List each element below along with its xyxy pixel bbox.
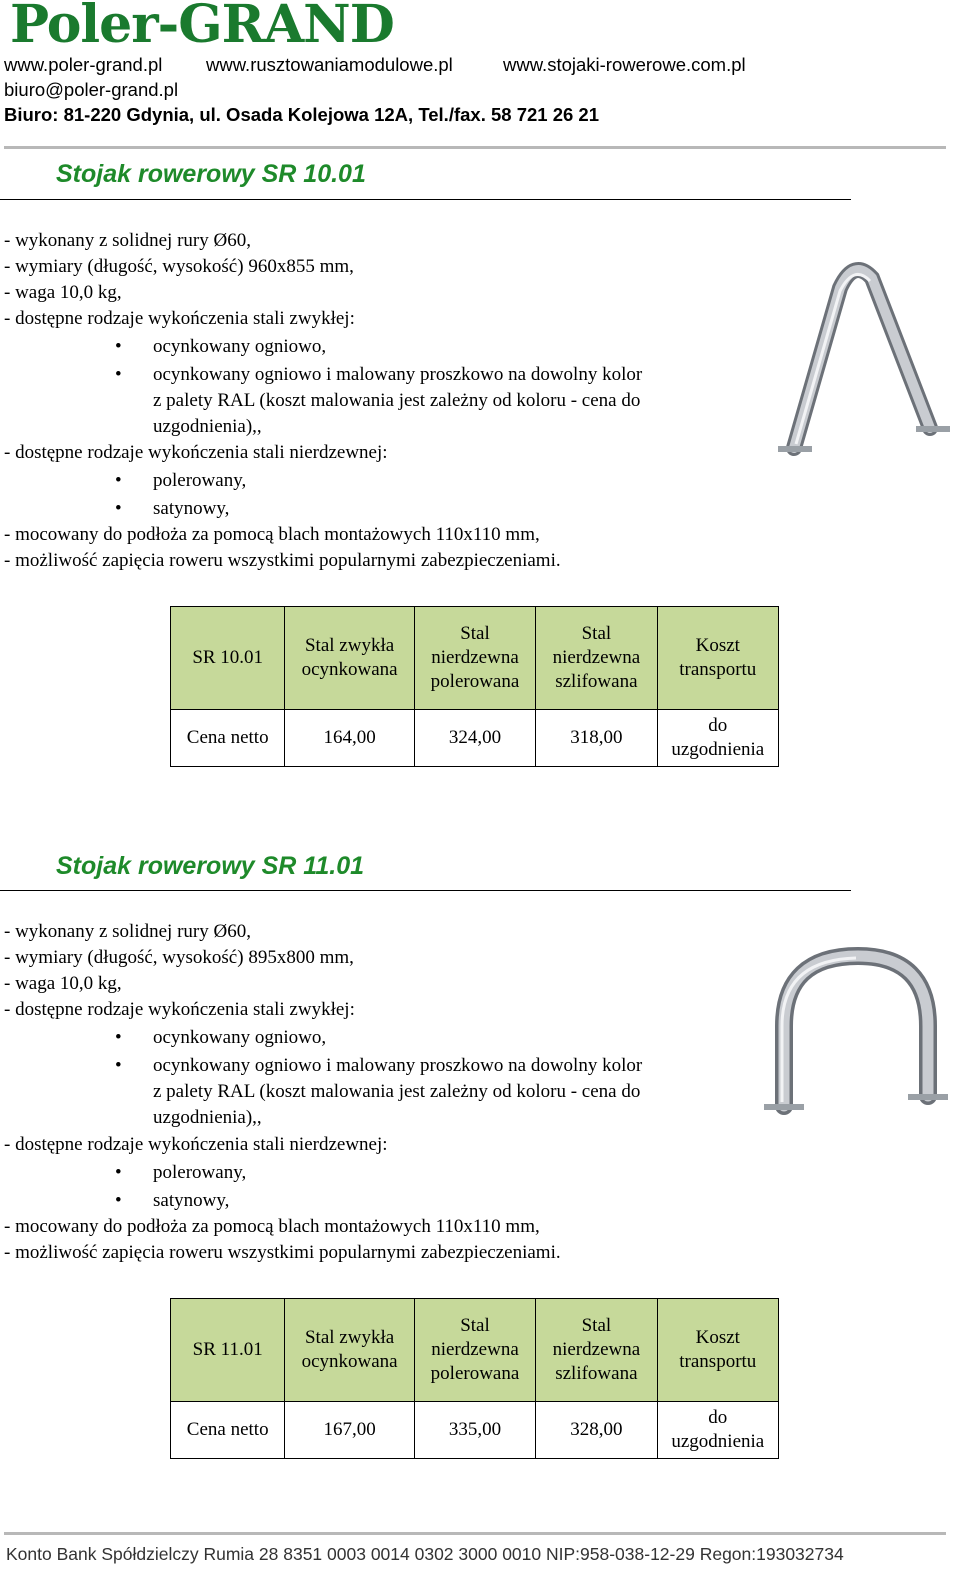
spec-line: - wykonany z solidnej rury Ø60,: [4, 921, 251, 942]
website-link-stojaki[interactable]: www.stojaki-rowerowe.com.pl: [503, 54, 746, 75]
price-cell: 167,00: [285, 1402, 414, 1459]
u-shaped-bike-rack-icon: [758, 946, 948, 1116]
column-header: Stal nierdzewna szlifowana: [536, 607, 657, 710]
title-underline: [0, 890, 851, 891]
spec-line: - dostępne rodzaje wykończenia stali zwykłej:: [4, 999, 355, 1020]
website-link-poler-grand[interactable]: www.poler-grand.pl: [4, 54, 163, 75]
bullet-item: polerowany,: [153, 1162, 247, 1183]
bullet-icon: •: [115, 1162, 122, 1183]
transport-cell: do uzgodnienia: [657, 1402, 778, 1459]
bullet-item: ocynkowany ogniowo i malowany proszkowo na dowolny kolor: [153, 364, 643, 385]
price-cell: 335,00: [414, 1402, 535, 1459]
a-shaped-bike-rack-icon: [772, 258, 952, 458]
bullet-item: ocynkowany ogniowo,: [153, 336, 327, 357]
bullet-item: satynowy,: [153, 1190, 230, 1211]
price-cell: 324,00: [414, 710, 535, 767]
price-cell: 164,00: [285, 710, 414, 767]
bullet-item-cont: z palety RAL (koszt malowania jest zależny od koloru - cena do: [153, 390, 641, 411]
column-header: Stal nierdzewna polerowana: [414, 607, 535, 710]
bullet-icon: •: [115, 336, 122, 357]
bullet-item-cont: uzgodnienia),,: [153, 416, 262, 437]
price-cell: 328,00: [536, 1402, 657, 1459]
bullet-item: polerowany,: [153, 470, 247, 491]
spec-line: - wykonany z solidnej rury Ø60,: [4, 230, 251, 251]
spec-line: - możliwość zapięcia roweru wszystkimi popularnymi zabezpieczeniami.: [4, 1242, 561, 1263]
column-header: Stal nierdzewna polerowana: [414, 1299, 535, 1402]
office-address: Biuro: 81-220 Gdynia, ul. Osada Kolejowa 12A, Tel./fax. 58 721 26 21: [4, 104, 599, 125]
row-label: Cena netto: [171, 1402, 285, 1459]
bullet-icon: •: [115, 1190, 122, 1211]
spec-line: - waga 10,0 kg,: [4, 282, 122, 303]
column-header: Stal zwykła ocynkowana: [285, 1299, 414, 1402]
spec-line: - mocowany do podłoża za pomocą blach montażowych 110x110 mm,: [4, 524, 540, 545]
bullet-icon: •: [115, 1055, 122, 1076]
spec-line: - wymiary (długość, wysokość) 895x800 mm,: [4, 947, 354, 968]
model-cell: SR 11.01: [171, 1299, 285, 1402]
spec-line: - możliwość zapięcia roweru wszystkimi popularnymi zabezpieczeniami.: [4, 550, 561, 571]
company-logo: Poler-GRAND: [10, 0, 394, 55]
column-header: Stal zwykła ocynkowana: [285, 607, 414, 710]
spec-line: - dostępne rodzaje wykończenia stali nierdzewnej:: [4, 442, 388, 463]
spec-line: - dostępne rodzaje wykończenia stali zwykłej:: [4, 308, 355, 329]
title-underline: [0, 199, 851, 200]
price-cell: 318,00: [536, 710, 657, 767]
bullet-icon: •: [115, 364, 122, 385]
website-link-rusztowania[interactable]: www.rusztowaniamodulowe.pl: [206, 54, 453, 75]
header-divider: [4, 146, 946, 149]
bullet-item-cont: uzgodnienia),,: [153, 1107, 262, 1128]
column-header: Koszt transportu: [657, 607, 778, 710]
product-title: Stojak rowerowy SR 11.01: [56, 852, 364, 880]
row-label: Cena netto: [171, 710, 285, 767]
spec-line: - mocowany do podłoża za pomocą blach montażowych 110x110 mm,: [4, 1216, 540, 1237]
product-title: Stojak rowerowy SR 10.01: [56, 160, 366, 188]
bank-details-footer: Konto Bank Spółdzielczy Rumia 28 8351 0003 0014 0302 3000 0010 NIP:958-038-12-29 Regon:193032734: [6, 1544, 844, 1564]
spec-line: - wymiary (długość, wysokość) 960x855 mm,: [4, 256, 354, 277]
transport-cell: do uzgodnienia: [657, 710, 778, 767]
price-table: [170, 1298, 779, 1459]
footer-divider: [4, 1532, 946, 1535]
bullet-item: ocynkowany ogniowo,: [153, 1027, 327, 1048]
bullet-item-cont: z palety RAL (koszt malowania jest zależny od koloru - cena do: [153, 1081, 641, 1102]
column-header: Stal nierdzewna szlifowana: [536, 1299, 657, 1402]
model-cell: SR 10.01: [171, 607, 285, 710]
spec-line: - dostępne rodzaje wykończenia stali nierdzewnej:: [4, 1134, 388, 1155]
price-table: [170, 606, 779, 767]
bullet-item: ocynkowany ogniowo i malowany proszkowo na dowolny kolor: [153, 1055, 643, 1076]
bullet-icon: •: [115, 498, 122, 519]
bullet-icon: •: [115, 470, 122, 491]
bullet-item: satynowy,: [153, 498, 230, 519]
column-header: Koszt transportu: [657, 1299, 778, 1402]
email-link[interactable]: biuro@poler-grand.pl: [4, 79, 179, 100]
bullet-icon: •: [115, 1027, 122, 1048]
spec-line: - waga 10,0 kg,: [4, 973, 122, 994]
